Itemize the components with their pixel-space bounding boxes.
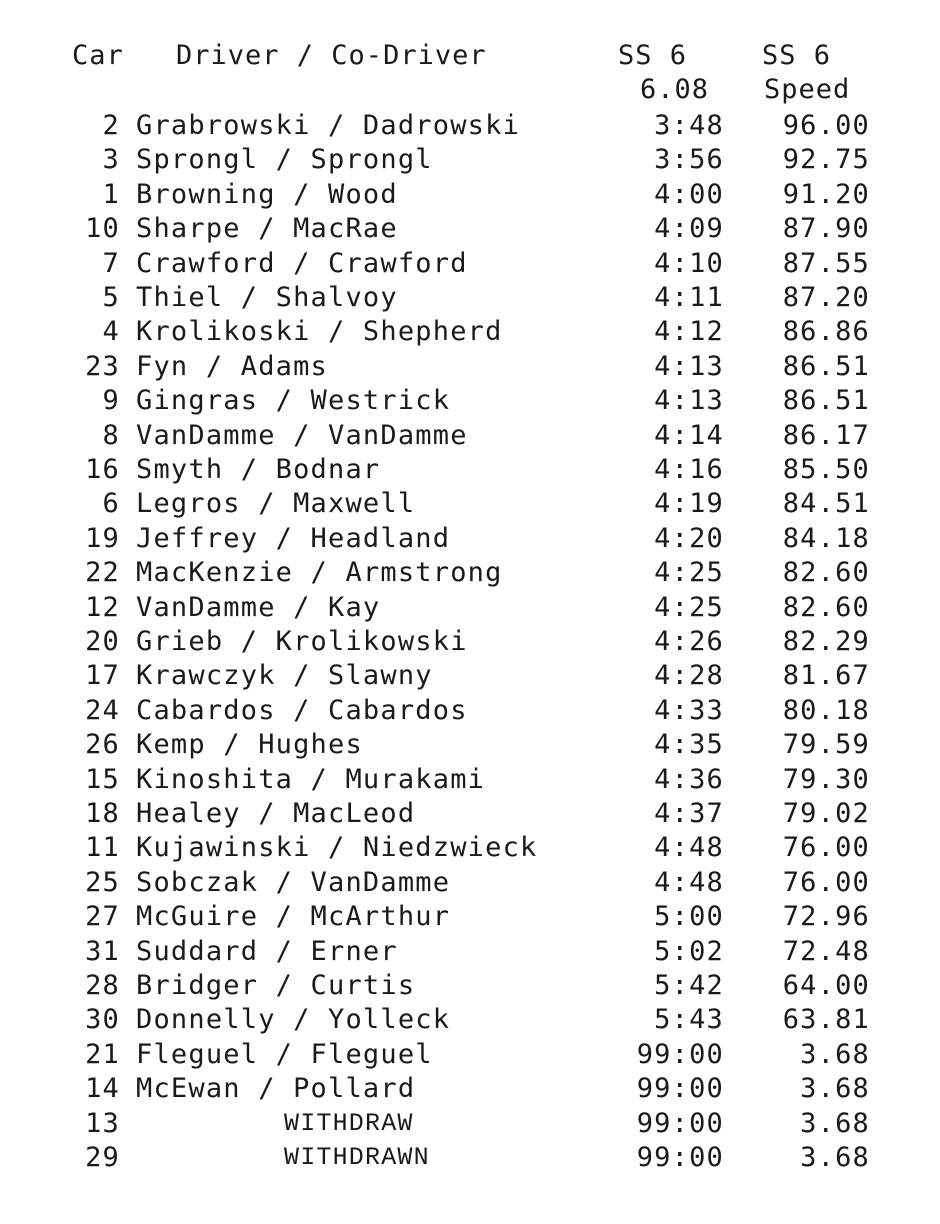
result-row xyxy=(0,522,940,556)
driver-codriver: Sobczak / VanDamme xyxy=(136,866,451,898)
result-row xyxy=(0,247,940,281)
result-row xyxy=(0,350,940,384)
result-row xyxy=(0,659,940,693)
driver-codriver: Browning / Wood xyxy=(136,178,398,210)
stage-time: 5:00 xyxy=(654,901,724,933)
stage-speed: 86.86 xyxy=(782,316,870,348)
stage-speed: 84.51 xyxy=(782,488,870,520)
stage-speed: 87.20 xyxy=(782,282,870,313)
stage-time: 4:00 xyxy=(654,178,724,210)
driver-codriver: Kemp / Hughes xyxy=(136,729,363,761)
car-number: 22 xyxy=(85,557,120,589)
car-number: 12 xyxy=(85,591,120,623)
car-number: 25 xyxy=(85,866,120,898)
stage-speed: 3.68 xyxy=(800,1073,870,1105)
car-number: 24 xyxy=(85,694,120,726)
result-row xyxy=(0,143,940,177)
car-number: 4 xyxy=(102,316,120,348)
driver-codriver: Kujawinski / Niedzwieck xyxy=(136,832,538,864)
stage-speed: 91.20 xyxy=(782,178,870,210)
car-number: 28 xyxy=(85,970,120,1001)
driver-codriver: WITHDRAW xyxy=(284,1108,414,1138)
driver-codriver: Crawford / Crawford xyxy=(136,247,468,279)
stage-speed: 79.30 xyxy=(782,763,870,795)
stage-speed: 92.75 xyxy=(782,144,870,176)
stage-time: 4:25 xyxy=(654,591,724,623)
result-row xyxy=(0,178,940,212)
stage-time: 4:33 xyxy=(654,694,724,726)
stage-speed: 79.59 xyxy=(782,729,870,761)
result-row xyxy=(0,900,940,934)
car-number: 26 xyxy=(85,729,120,761)
result-row xyxy=(0,384,940,418)
stage-speed: 72.96 xyxy=(782,901,870,933)
result-row xyxy=(0,1072,940,1106)
stage-time: 4:26 xyxy=(654,626,724,657)
car-number: 6 xyxy=(102,488,120,520)
result-row xyxy=(0,625,940,659)
driver-codriver: MacKenzie / Armstrong xyxy=(136,557,503,589)
driver-codriver: Jeffrey / Headland xyxy=(136,522,451,554)
car-number: 10 xyxy=(85,213,120,245)
header-row-2 xyxy=(0,72,940,108)
stage-speed: 3.68 xyxy=(800,1107,870,1139)
stage-time: 4:37 xyxy=(654,798,724,829)
driver-codriver: VanDamme / Kay xyxy=(136,591,381,623)
speed-label: Speed xyxy=(764,74,851,105)
result-row xyxy=(0,797,940,831)
stage-time: 4:48 xyxy=(654,866,724,898)
result-row xyxy=(0,453,940,487)
result-row xyxy=(0,1107,940,1141)
stage-speed: 86.51 xyxy=(782,385,870,417)
stage-time: 99:00 xyxy=(636,1038,724,1070)
driver-codriver: McGuire / McArthur xyxy=(136,901,451,933)
stage-time: 99:00 xyxy=(636,1142,724,1173)
stage-time: 4:14 xyxy=(654,419,724,451)
driver-codriver: Legros / Maxwell xyxy=(136,488,416,520)
column-header-stage-time: SS 6 xyxy=(618,40,688,71)
result-row xyxy=(0,281,940,315)
driver-codriver: McEwan / Pollard xyxy=(136,1073,416,1105)
stage-speed: 85.50 xyxy=(782,454,870,485)
result-row xyxy=(0,969,940,1003)
driver-codriver: Fyn / Adams xyxy=(136,350,329,382)
driver-codriver: Krolikoski / Shepherd xyxy=(136,316,503,348)
driver-codriver: Sprongl / Sprongl xyxy=(136,144,433,176)
stage-time: 5:02 xyxy=(654,935,724,967)
driver-codriver: Donnelly / Yolleck xyxy=(136,1004,451,1036)
car-number: 11 xyxy=(85,832,120,864)
car-number: 21 xyxy=(85,1038,120,1070)
result-row xyxy=(0,866,940,900)
result-row xyxy=(0,109,940,143)
column-header-stage-speed: SS 6 xyxy=(762,40,832,71)
stage-speed: 64.00 xyxy=(782,970,870,1001)
stage-distance: 6.08 xyxy=(640,74,710,105)
car-number: 19 xyxy=(85,522,120,554)
stage-speed: 82.60 xyxy=(782,557,870,589)
driver-codriver: WITHDRAWN xyxy=(284,1143,430,1172)
car-number: 13 xyxy=(85,1107,120,1139)
stage-time: 4:36 xyxy=(654,763,724,795)
stage-time: 4:10 xyxy=(654,247,724,279)
result-row xyxy=(0,556,940,590)
stage-time: 99:00 xyxy=(636,1073,724,1105)
stage-speed: 86.51 xyxy=(782,350,870,382)
driver-codriver: Suddard / Erner xyxy=(136,935,398,967)
stage-time: 4:28 xyxy=(654,660,724,692)
driver-codriver: Grabrowski / Dadrowski xyxy=(136,110,521,141)
stage-speed: 3.68 xyxy=(800,1038,870,1070)
stage-speed: 3.68 xyxy=(800,1142,870,1173)
result-row xyxy=(0,1141,940,1175)
car-number: 8 xyxy=(102,419,120,451)
stage-speed: 80.18 xyxy=(782,694,870,726)
car-number: 9 xyxy=(102,385,120,417)
stage-speed: 87.55 xyxy=(782,247,870,279)
car-number: 15 xyxy=(85,763,120,795)
stage-speed: 76.00 xyxy=(782,832,870,864)
stage-time: 3:48 xyxy=(654,110,724,141)
stage-speed: 96.00 xyxy=(782,110,870,141)
header-row-1 xyxy=(0,38,940,74)
car-number: 23 xyxy=(85,350,120,382)
driver-codriver: Healey / MacLeod xyxy=(136,798,416,829)
stage-speed: 63.81 xyxy=(782,1004,870,1036)
result-row xyxy=(0,1038,940,1072)
driver-codriver: Grieb / Krolikowski xyxy=(136,626,468,657)
car-number: 1 xyxy=(102,178,120,210)
driver-codriver: Smyth / Bodnar xyxy=(136,454,381,485)
stage-time: 5:43 xyxy=(654,1004,724,1036)
car-number: 16 xyxy=(85,454,120,485)
result-row xyxy=(0,831,940,865)
stage-time: 4:13 xyxy=(654,385,724,417)
stage-time: 4:35 xyxy=(654,729,724,761)
stage-speed: 87.90 xyxy=(782,213,870,245)
result-row xyxy=(0,935,940,969)
car-number: 7 xyxy=(102,247,120,279)
stage-speed: 86.17 xyxy=(782,419,870,451)
car-number: 14 xyxy=(85,1073,120,1105)
stage-speed: 72.48 xyxy=(782,935,870,967)
result-row xyxy=(0,728,940,762)
stage-speed: 82.29 xyxy=(782,626,870,657)
stage-time: 4:11 xyxy=(654,282,724,313)
stage-time: 4:25 xyxy=(654,557,724,589)
driver-codriver: Gingras / Westrick xyxy=(136,385,451,417)
driver-codriver: Thiel / Shalvoy xyxy=(136,282,398,313)
car-number: 30 xyxy=(85,1004,120,1036)
stage-time: 4:09 xyxy=(654,213,724,245)
stage-time: 4:20 xyxy=(654,522,724,554)
driver-codriver: Cabardos / Cabardos xyxy=(136,694,468,726)
car-number: 3 xyxy=(102,144,120,176)
stage-time: 4:19 xyxy=(654,488,724,520)
car-number: 27 xyxy=(85,901,120,933)
driver-codriver: VanDamme / VanDamme xyxy=(136,419,468,451)
result-row xyxy=(0,419,940,453)
driver-codriver: Sharpe / MacRae xyxy=(136,213,398,245)
stage-speed: 79.02 xyxy=(782,798,870,829)
driver-codriver: Kinoshita / Murakami xyxy=(136,763,486,795)
stage-time: 4:16 xyxy=(654,454,724,485)
stage-time: 4:13 xyxy=(654,350,724,382)
stage-speed: 84.18 xyxy=(782,522,870,554)
car-number: 2 xyxy=(102,110,120,141)
driver-codriver: Krawczyk / Slawny xyxy=(136,660,433,692)
result-row xyxy=(0,694,940,728)
result-row xyxy=(0,315,940,349)
car-number: 5 xyxy=(102,282,120,313)
driver-codriver: Bridger / Curtis xyxy=(136,970,416,1001)
car-number: 17 xyxy=(85,660,120,692)
car-number: 29 xyxy=(85,1142,120,1173)
column-header-car: Car xyxy=(72,40,124,71)
result-row xyxy=(0,487,940,521)
car-number: 20 xyxy=(85,626,120,657)
column-header-driver: Driver / Co-Driver xyxy=(176,40,487,71)
stage-time: 4:48 xyxy=(654,832,724,864)
stage-time: 99:00 xyxy=(636,1107,724,1139)
stage-speed: 76.00 xyxy=(782,866,870,898)
stage-time: 5:42 xyxy=(654,970,724,1001)
result-row xyxy=(0,212,940,246)
car-number: 31 xyxy=(85,935,120,967)
stage-speed: 82.60 xyxy=(782,591,870,623)
stage-speed: 81.67 xyxy=(782,660,870,692)
result-row xyxy=(0,763,940,797)
car-number: 18 xyxy=(85,798,120,829)
stage-time: 4:12 xyxy=(654,316,724,348)
result-row xyxy=(0,591,940,625)
stage-time: 3:56 xyxy=(654,144,724,176)
driver-codriver: Fleguel / Fleguel xyxy=(136,1038,433,1070)
result-row xyxy=(0,1003,940,1037)
